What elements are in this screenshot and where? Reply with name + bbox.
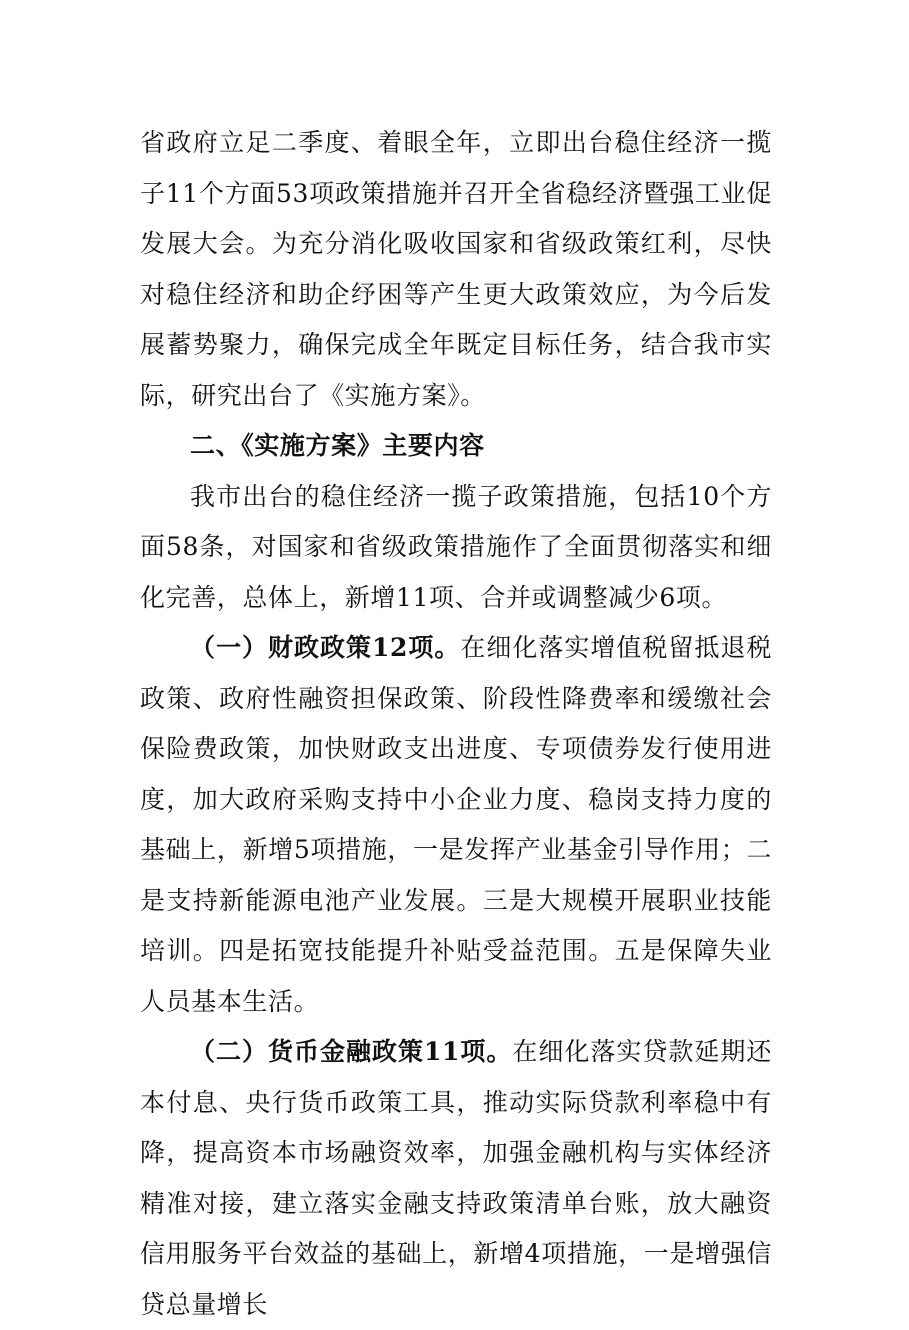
fiscal-lead: （一）财政政策12项。	[190, 633, 461, 662]
paragraph-fiscal	[140, 623, 772, 1027]
monetary-text: 在细化落实贷款延期还本付息、央行货币政策工具，推动实际贷款利率稳中有降，提高资本市场融资效率，加强金融机构与实体经济精准对接，建立落实金融支持政策清单台账，放大融资信用服务平台效益的基础上，新增4项措施，一是增强信贷总量增长	[140, 1037, 772, 1319]
document-body	[140, 118, 772, 1330]
fiscal-text: 在细化落实增值税留抵退税政策、政府性融资担保政策、阶段性降费率和缓缴社会保险费政策，加快财政支出进度、专项债券发行使用进度，加大政府采购支持中小企业力度、稳岗支持力度的基础上，新增5项措施，一是发挥产业基金引导作用；二是支持新能源电池产业发展。三是大规模开展职业技能培训。四是拓宽技能提升补贴受益范围。五是保障失业人员基本生活。	[140, 633, 772, 1016]
paragraph-overview: 我市出台的稳住经济一揽子政策措施，包括10个方面58条，对国家和省级政策措施作了全面贯彻落实和细化完善，总体上，新增11项、合并或调整减少6项。	[140, 481, 772, 612]
paragraph-monetary	[140, 1027, 772, 1330]
section-heading: 二、《实施方案》主要内容	[190, 431, 485, 460]
monetary-lead: （二）货币金融政策11项。	[190, 1037, 513, 1066]
paragraph-intro: 省政府立足二季度、着眼全年，立即出台稳住经济一揽子11个方面53项政策措施并召开全省稳经济暨强工业促发展大会。为充分消化吸收国家和省级政策红利，尽快对稳住经济和助企纾困等产生更大政策效应，为今后发展蓄势聚力，确保完成全年既定目标任务，结合我市实际，研究出台了《实施方案》。	[140, 128, 772, 410]
